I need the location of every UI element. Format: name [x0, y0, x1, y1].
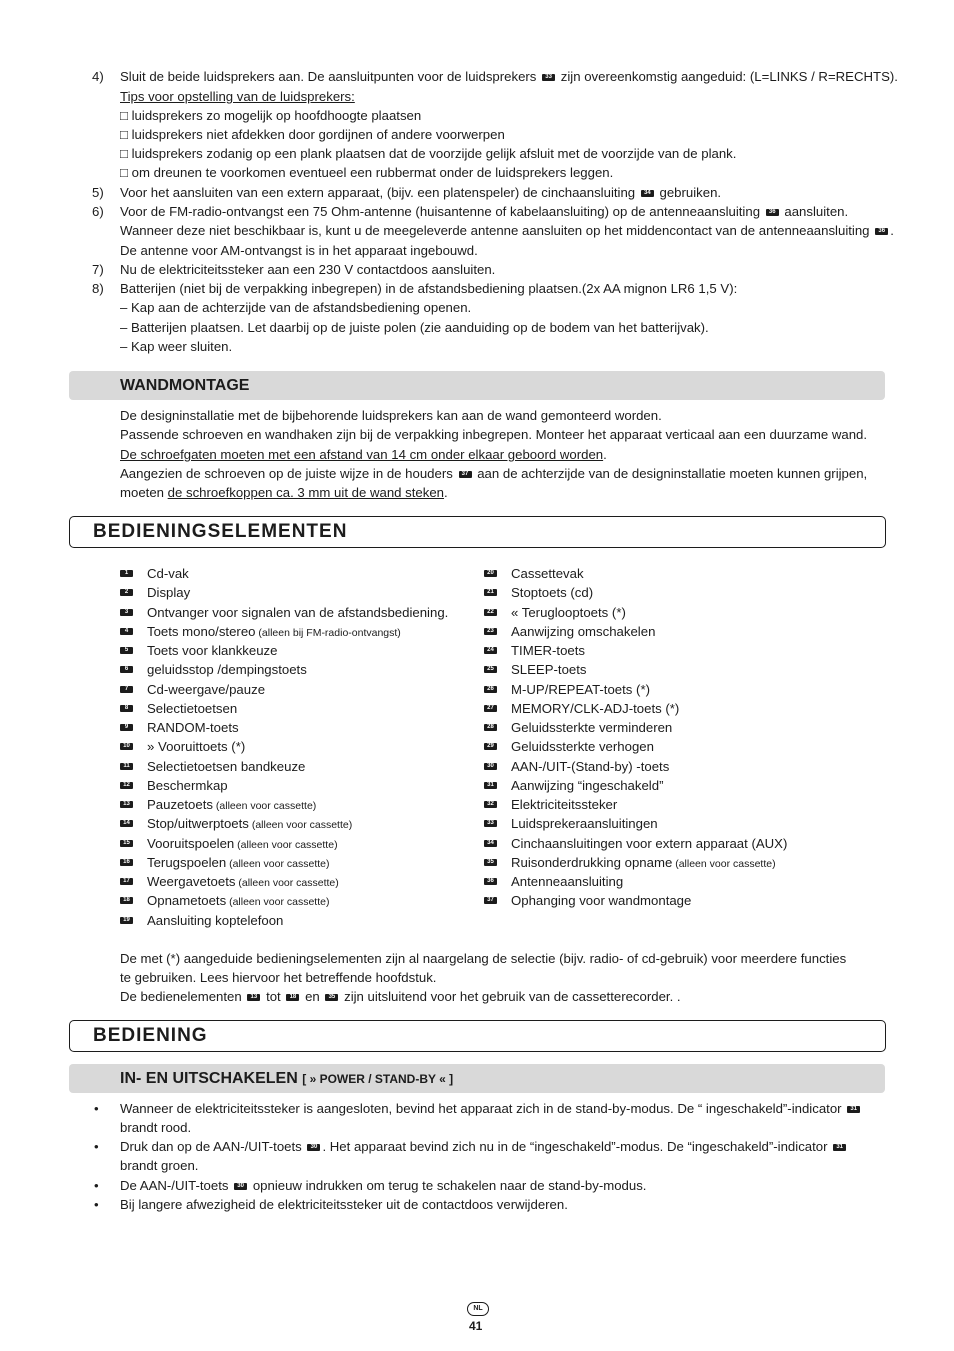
ref-badge: 15 [120, 840, 133, 847]
section-header-wandmontage [69, 371, 885, 400]
control-label: Beschermkap [147, 777, 228, 793]
control-note: (alleen bij FM-radio-ontvangst) [255, 626, 401, 639]
bullet-text: Bij langere afwezigheid de elektriciteitssteker uit de contactdoos verwijderen. [120, 1197, 568, 1212]
page-number: 41 [469, 1319, 483, 1333]
control-label: RANDOM-toets [147, 720, 239, 735]
subsection-header [69, 1064, 885, 1093]
step-number: 8) [92, 281, 104, 296]
ref-badge: 25 [484, 666, 497, 673]
ref-badge: 17 [120, 878, 133, 885]
tips-title: Tips voor opstelling van de luidsprekers: [120, 89, 355, 104]
control-note: (alleen voor cassette) [235, 877, 339, 889]
ref-badge: 18 [120, 897, 133, 904]
ref-badge: 4 [120, 628, 133, 635]
ref-badge: 32 [484, 801, 497, 808]
ref-badge: 20 [484, 570, 497, 577]
bullet: • [94, 1178, 99, 1193]
ref-badge: 33 [484, 820, 497, 827]
bullet-text: De AAN-/UIT-toets 30 opnieuw indrukken om terug te schakelen naar de stand-by-modus. [120, 1178, 647, 1193]
control-label: Geluidssterkte verminderen [511, 720, 673, 735]
paragraph-line: Passende schroeven en wandhaken zijn bij de verpakking inbegrepen. Monteer het apparaat verticaal aan een duurzame wand. [120, 427, 868, 442]
control-label: « Teruglooptoets (*) [511, 604, 626, 620]
ref-badge: 30 [484, 763, 497, 770]
ref-badge: 28 [484, 724, 497, 731]
ref-badge: 31 [833, 1144, 846, 1151]
step-text: Voor de FM-radio-ontvangst een 75 Ohm-antenne (huisantenne of kabelaansluiting) op de antenneaansluiting 36 aansluiten. [120, 204, 849, 219]
ref-badge: 24 [484, 647, 497, 654]
control-label: SLEEP-toets [511, 662, 587, 678]
ref-badge: 18 [286, 994, 299, 1001]
control-label: M-UP/REPEAT-toets (*) [511, 681, 650, 697]
control-label: Aanwijzing “ingeschakeld” [511, 777, 664, 793]
ref-badge: 36 [875, 228, 888, 235]
control-label: geluidsstop /dempingstoets [147, 662, 307, 678]
section-title: WANDMONTAGE [120, 377, 250, 394]
ref-badge: 22 [484, 609, 497, 616]
control-label: Cd-weergave/pauze [147, 681, 266, 697]
step-number: 6) [92, 204, 104, 219]
ref-badge: 19 [120, 917, 133, 924]
tip-item: □ om dreunen te voorkomen eventueel een rubbermat onder de luidsprekers leggen. [120, 165, 614, 180]
ref-badge: 34 [641, 190, 654, 197]
note-line: De met (*) aangeduide bedieningselementen zijn al naargelang de selectie (bijv. radio- of cd-gebruik) voor meerdere functies [120, 951, 847, 966]
control-note: (alleen voor cassette) [234, 838, 338, 851]
ref-badge: 9 [120, 724, 133, 731]
step-number: 4) [92, 69, 104, 84]
ref-badge: 16 [120, 859, 133, 866]
control-label: Cd-vak [147, 566, 189, 581]
control-label: Elektriciteitssteker [511, 797, 618, 812]
control-label: Vooruitspoelen (alleen voor cassette) [147, 835, 338, 851]
control-label: Weergavetoets (alleen voor cassette) [147, 874, 339, 889]
step-text: – Batterijen plaatsen. Let daarbij op de juiste polen (zie aanduiding op de bodem van het batterijvak). [120, 320, 709, 335]
bullet-text: Druk dan op de AAN-/UIT-toets 30 . Het apparaat bevind zich nu in de “ingeschakeld”-modus. De “ingeschakeld”-indicator 31 [120, 1137, 848, 1156]
bullet-text: Wanneer de elektriciteitssteker is aangesloten, bevind het apparaat zich in de stand-by-modus. De “ ingeschakeld”-indicator 31 [120, 1099, 862, 1118]
control-label: Ontvanger voor signalen van de afstandsbediening. [147, 604, 449, 620]
ref-badge: 36 [766, 209, 779, 216]
ref-badge: 30 [307, 1144, 320, 1151]
paragraph-line: De designinstallatie met de bijbehorende luidsprekers kan aan de wand gemonteerd worden. [120, 408, 662, 423]
section-header-bedieningselementen [69, 516, 886, 548]
ref-badge: 8 [120, 705, 133, 712]
ref-badge: 13 [120, 801, 133, 808]
ref-badge: 31 [847, 1106, 860, 1113]
paragraph-line: moeten de schroefkoppen ca. 3 mm uit de wand steken. [120, 485, 448, 500]
ref-badge: 27 [484, 705, 497, 712]
ref-badge: 29 [484, 743, 497, 750]
ref-badge: 37 [484, 897, 497, 904]
control-label: Ruisonderdrukking opname (alleen voor cassette) [511, 854, 776, 870]
bullet: • [94, 1101, 99, 1116]
section-title: BEDIENING [93, 1025, 208, 1046]
ref-badge: 33 [542, 74, 555, 81]
control-note: (alleen voor cassette) [226, 857, 330, 870]
control-label: Cassettevak [511, 566, 584, 581]
control-label: Display [147, 585, 191, 601]
control-label: Antenneaansluiting [511, 874, 624, 889]
step-text: Voor het aansluiten van een extern apparaat, (bijv. een platenspeler) de cinchaansluiting 34 gebruiken. [120, 185, 722, 200]
control-note: (alleen voor cassette) [248, 819, 353, 832]
control-label: Stoptoets (cd) [511, 585, 594, 601]
ref-badge: 5 [120, 647, 133, 654]
ref-badge: 34 [484, 840, 497, 847]
ref-badge: 23 [484, 628, 497, 635]
control-label: Cinchaansluitingen voor extern apparaat (AUX) [511, 835, 788, 851]
ref-badge: 7 [120, 686, 133, 693]
step-text: – Kap weer sluiten. [120, 339, 233, 354]
language-badge: NL [467, 1302, 489, 1316]
ref-badge: 3 [120, 609, 133, 616]
step-text: – Kap aan de achterzijde van de afstandsbediening openen. [120, 300, 472, 315]
ref-badge: 11 [120, 763, 133, 770]
control-label: Selectietoetsen bandkeuze [147, 758, 306, 774]
ref-badge: 21 [484, 589, 497, 596]
ref-badge: 1 [120, 570, 133, 577]
step-text: Wanneer deze niet beschikbaar is, kunt u de meegeleverde antenne aansluiten op het middencontact van de antenneaansluiting 36 . [120, 223, 894, 238]
bullet: • [94, 1197, 99, 1212]
step-text: Batterijen (niet bij de verpakking inbegrepen) in de afstandsbediening plaatsen.(2x AA mignon LR6 1,5 V): [120, 281, 738, 296]
control-label: Selectietoetsen [147, 700, 238, 716]
tip-item: □ luidsprekers niet afdekken door gordijnen of andere voorwerpen [120, 127, 505, 142]
control-label: Stop/uitwerptoets (alleen voor cassette) [147, 816, 353, 832]
ref-badge: 2 [120, 589, 133, 596]
ref-badge: 12 [120, 782, 133, 789]
section-title: BEDIENINGSELEMENTEN [93, 521, 348, 542]
control-label: Terugspoelen (alleen voor cassette) [147, 854, 330, 870]
section-header-bediening [69, 1020, 886, 1052]
control-note: (alleen voor cassette) [226, 896, 330, 909]
paragraph-line: Aangezien de schroeven op de juiste wijze in de houders 37 aan de achterzijde van de designinstallatie moeten kunnen grijpen, [120, 466, 868, 481]
bullet-text: brandt groen. [120, 1158, 199, 1173]
control-label: » Vooruittoets (*) [147, 739, 246, 755]
control-label: Toets voor klankkeuze [147, 643, 278, 658]
control-label: Opnametoets (alleen voor cassette) [147, 893, 330, 909]
bullet-text: brandt rood. [120, 1120, 192, 1135]
control-label: AAN-/UIT-(Stand-by) -toets [511, 758, 670, 774]
ref-badge: 35 [325, 994, 338, 1001]
note-line: te gebruiken. Lees hiervoor het betreffende hoofdstuk. [120, 970, 437, 985]
control-label: Geluidssterkte verhogen [511, 739, 654, 755]
control-note: (alleen voor cassette) [672, 857, 776, 870]
ref-badge: 14 [120, 820, 133, 827]
tip-item: □ luidsprekers zodanig op een plank plaatsen dat de voorzijde gelijk afsluit met de voorzijde van de plank. [120, 146, 737, 161]
step-text: De antenne voor AM-ontvangst is in het apparaat ingebouwd. [120, 243, 478, 258]
step-number: 7) [92, 262, 104, 277]
step-text: Nu de elektriciteitssteker aan een 230 V contactdoos aansluiten. [120, 262, 496, 277]
control-label: MEMORY/CLK-ADJ-toets (*) [511, 700, 680, 716]
subsection-title: IN- EN UITSCHAKELEN [ » POWER / STAND-BY « ] [120, 1070, 454, 1087]
control-label: Toets mono/stereo (alleen bij FM-radio-ontvangst) [147, 623, 401, 639]
ref-badge: 35 [484, 859, 497, 866]
ref-badge: 13 [247, 994, 260, 1001]
ref-badge: 36 [484, 878, 497, 885]
control-label: Pauzetoets (alleen voor cassette) [147, 797, 317, 812]
ref-badge: 26 [484, 686, 497, 693]
control-label: Ophanging voor wandmontage [511, 893, 692, 909]
step-number: 5) [92, 185, 104, 200]
ref-badge: 30 [234, 1183, 247, 1190]
bullet: • [94, 1139, 99, 1154]
control-label: Aansluiting koptelefoon [147, 912, 284, 928]
ref-badge: 31 [484, 782, 497, 789]
note-line: De bedienelementen 13 tot 18 en 35 zijn uitsluitend voor het gebruik van de cassetterecorder. . [120, 989, 681, 1004]
tip-item: □ luidsprekers zo mogelijk op hoofdhoogte plaatsen [120, 108, 422, 123]
step-text: Sluit de beide luidsprekers aan. De aansluitpunten voor de luidsprekers 33 zijn overeenkomstig aangeduid: (L=LINKS / R=RECHTS). [120, 69, 898, 84]
control-label: Luidsprekeraansluitingen [511, 816, 658, 832]
control-label: TIMER-toets [511, 643, 586, 658]
ref-badge: 6 [120, 666, 133, 673]
control-note: (alleen voor cassette) [212, 800, 317, 812]
ref-badge: 37 [459, 471, 472, 478]
ref-badge: 10 [120, 743, 133, 750]
control-label: Aanwijzing omschakelen [511, 623, 656, 639]
paragraph-line: De schroefgaten moeten met een afstand van 14 cm onder elkaar geboord worden. [120, 447, 607, 462]
